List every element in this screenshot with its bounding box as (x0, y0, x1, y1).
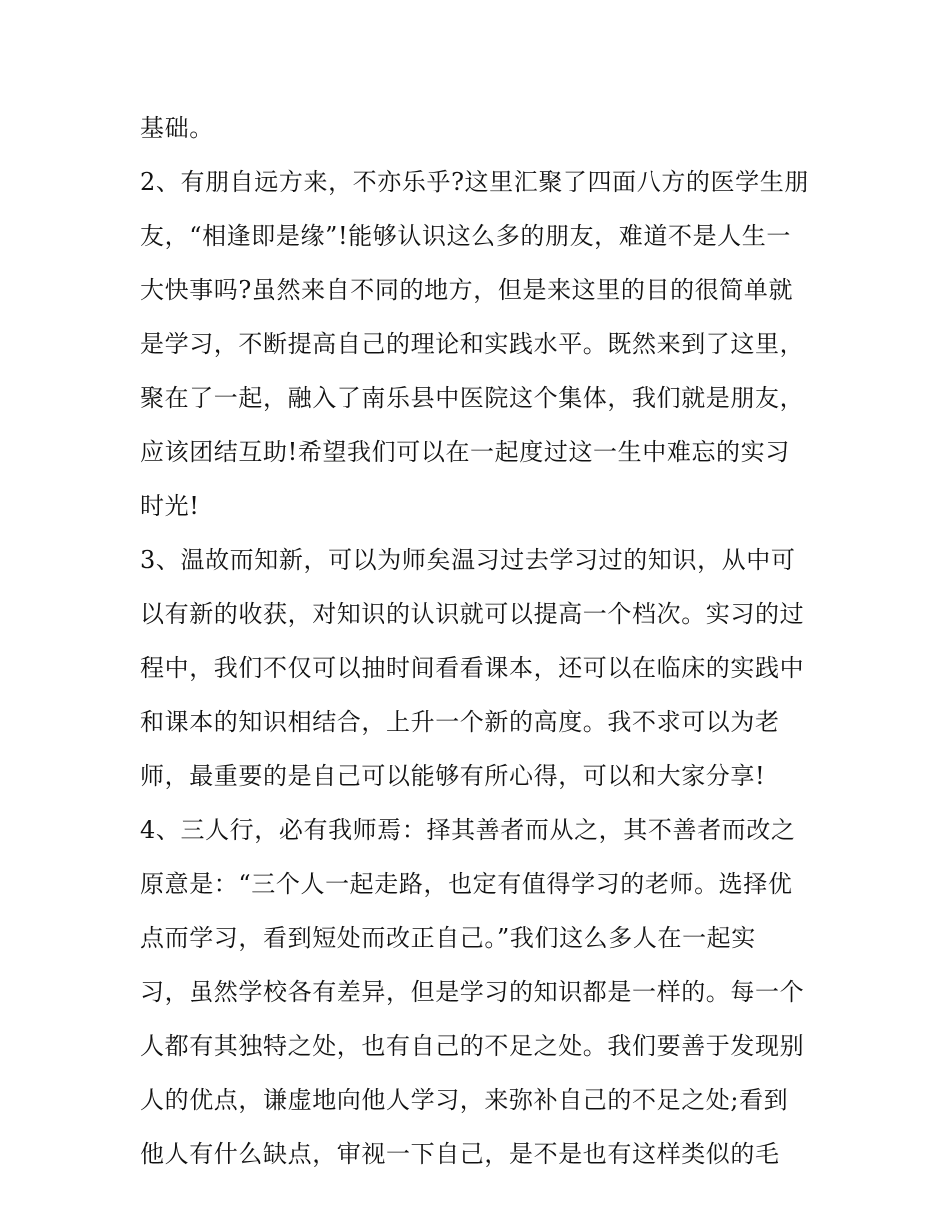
text-line: 以有新的收获，对知识的认识就可以提高一个档次。实习的过 (140, 600, 805, 628)
text-line: 友，“相逢即是缘”!能够认识这么多的朋友，难道不是人生一 (140, 222, 791, 250)
text-line: 2、有朋自远方来，不亦乐乎?这里汇聚了四面八方的医学生朋 (140, 168, 809, 196)
text-line: 是学习，不断提高自己的理论和实践水平。既然来到了这里， (140, 330, 805, 358)
text-line: 师，最重要的是自己可以能够有所心得，可以和大家分享! (140, 762, 766, 790)
text-line: 原意是：“三个人一起走路，也定有值得学习的老师。选择优 (140, 870, 793, 898)
text-line: 习，虽然学校各有差异，但是学习的知识都是一样的。每一个 (140, 978, 805, 1006)
text-line: 3、温故而知新，可以为师矣温习过去学习过的知识，从中可 (140, 546, 796, 574)
text-line: 时光! (140, 492, 200, 520)
text-line: 程中，我们不仅可以抽时间看看课本，还可以在临床的实践中 (140, 654, 805, 682)
text-line: 聚在了一起，融入了南乐县中医院这个集体，我们就是朋友， (140, 384, 805, 412)
text-line: 大快事吗?虽然来自不同的地方，但是来这里的目的很简单就 (140, 276, 794, 304)
text-line: 人都有其独特之处，也有自己的不足之处。我们要善于发现别 (140, 1032, 805, 1060)
text-line: 他人有什么缺点，审视一下自己，是不是也有这样类似的毛 (140, 1140, 780, 1168)
text-line: 点而学习，看到短处而改正自己。”我们这么多人在一起实 (140, 924, 756, 952)
text-line: 4、三人行，必有我师焉：择其善者而从之，其不善者而改之 (140, 816, 796, 844)
text-line: 和课本的知识相结合，上升一个新的高度。我不求可以为老 (140, 708, 780, 736)
text-line: 人的优点，谦虚地向他人学习，来弥补自己的不足之处;看到 (140, 1086, 789, 1114)
text-line: 应该团结互助!希望我们可以在一起度过这一生中难忘的实习 (140, 438, 790, 466)
text-line: 基础。 (140, 114, 214, 142)
